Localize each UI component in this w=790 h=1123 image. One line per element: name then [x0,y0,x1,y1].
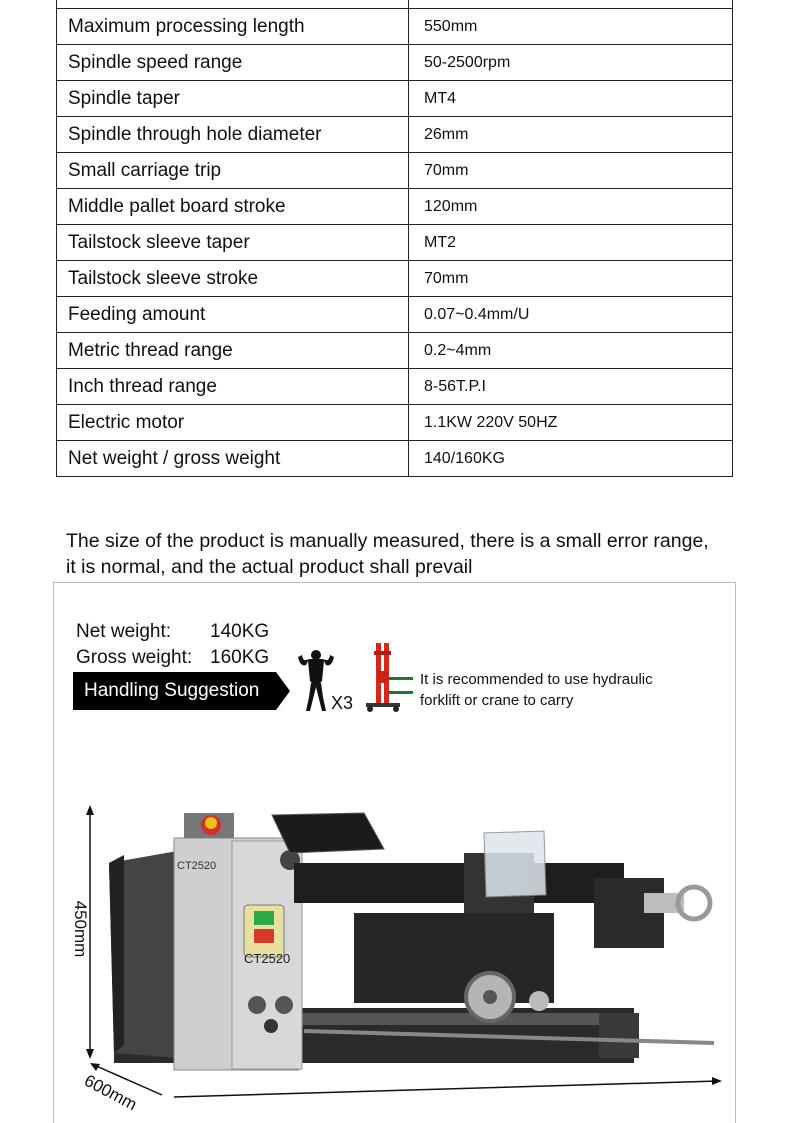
handling-recommendation [420,669,690,711]
spec-value: 70mm [409,261,733,297]
model-label-small: CT2520 [177,860,217,872]
spec-label: Feeding amount [57,297,409,333]
spec-value: 140/160KG [409,441,733,477]
note-line: it is normal, and the actual product shall prevail [66,556,473,578]
spec-label: Middle pallet board stroke [57,189,409,225]
table-row [57,0,733,9]
recommendation-line: forklift or crane to carry [420,692,574,709]
spec-label: Spindle speed range [57,45,409,81]
spec-label: Metric thread range [57,333,409,369]
forklift-icon [364,641,416,713]
product-image-frame [53,582,736,1123]
spec-label: Tailstock sleeve taper [57,225,409,261]
recommendation-line: It is recommended to use hydraulic [420,671,653,688]
spec-value: MT2 [409,225,733,261]
gross-weight-value: 160KG [210,647,270,668]
table-row [57,405,733,441]
table-row [57,117,733,153]
table-row [57,81,733,117]
spec-label: Maximum processing length [57,9,409,45]
spec-table [56,0,733,477]
spec-label: Electric motor [57,405,409,441]
table-row [57,225,733,261]
lathe-image [54,783,735,1123]
spec-label: Inch thread range [57,369,409,405]
table-row [57,297,733,333]
table-row [57,441,733,477]
table-row [57,9,733,45]
table-row [57,189,733,225]
spec-value: 50-2500rpm [409,45,733,81]
spec-value: 550mm [409,9,733,45]
height-dimension: 450mm [71,900,90,958]
net-weight-value: 140KG [210,621,270,642]
model-label: CT2520 [244,951,291,966]
spec-value: 8-56T.P.I [409,369,733,405]
spec-value: 26mm [409,117,733,153]
handling-suggestion-banner: Handling Suggestion [73,672,276,710]
measurement-note [66,528,766,580]
spec-label: Net weight / gross weight [57,441,409,477]
people-count: X3 [331,693,354,713]
spec-value: 1.1KW 220V 50HZ [409,405,733,441]
table-row [57,369,733,405]
table-row [57,333,733,369]
weight-info [76,619,269,671]
note-line: The size of the product is manually measured, there is a small error range, [66,530,709,552]
gross-weight-label: Gross weight: [76,647,193,668]
spec-value: 120mm [409,189,733,225]
spec-value: 70mm [409,153,733,189]
spec-value: 0.07~0.4mm/U [409,297,733,333]
table-row [57,45,733,81]
spec-value [409,0,733,9]
spec-value: MT4 [409,81,733,117]
spec-label: Tailstock sleeve stroke [57,261,409,297]
net-weight-label: Net weight: [76,621,172,642]
table-row [57,261,733,297]
spec-label [57,0,409,9]
spec-label: Spindle through hole diameter [57,117,409,153]
spec-value: 0.2~4mm [409,333,733,369]
table-row [57,153,733,189]
spec-label: Spindle taper [57,81,409,117]
spec-label: Small carriage trip [57,153,409,189]
depth-dimension: 600mm [81,1070,141,1115]
